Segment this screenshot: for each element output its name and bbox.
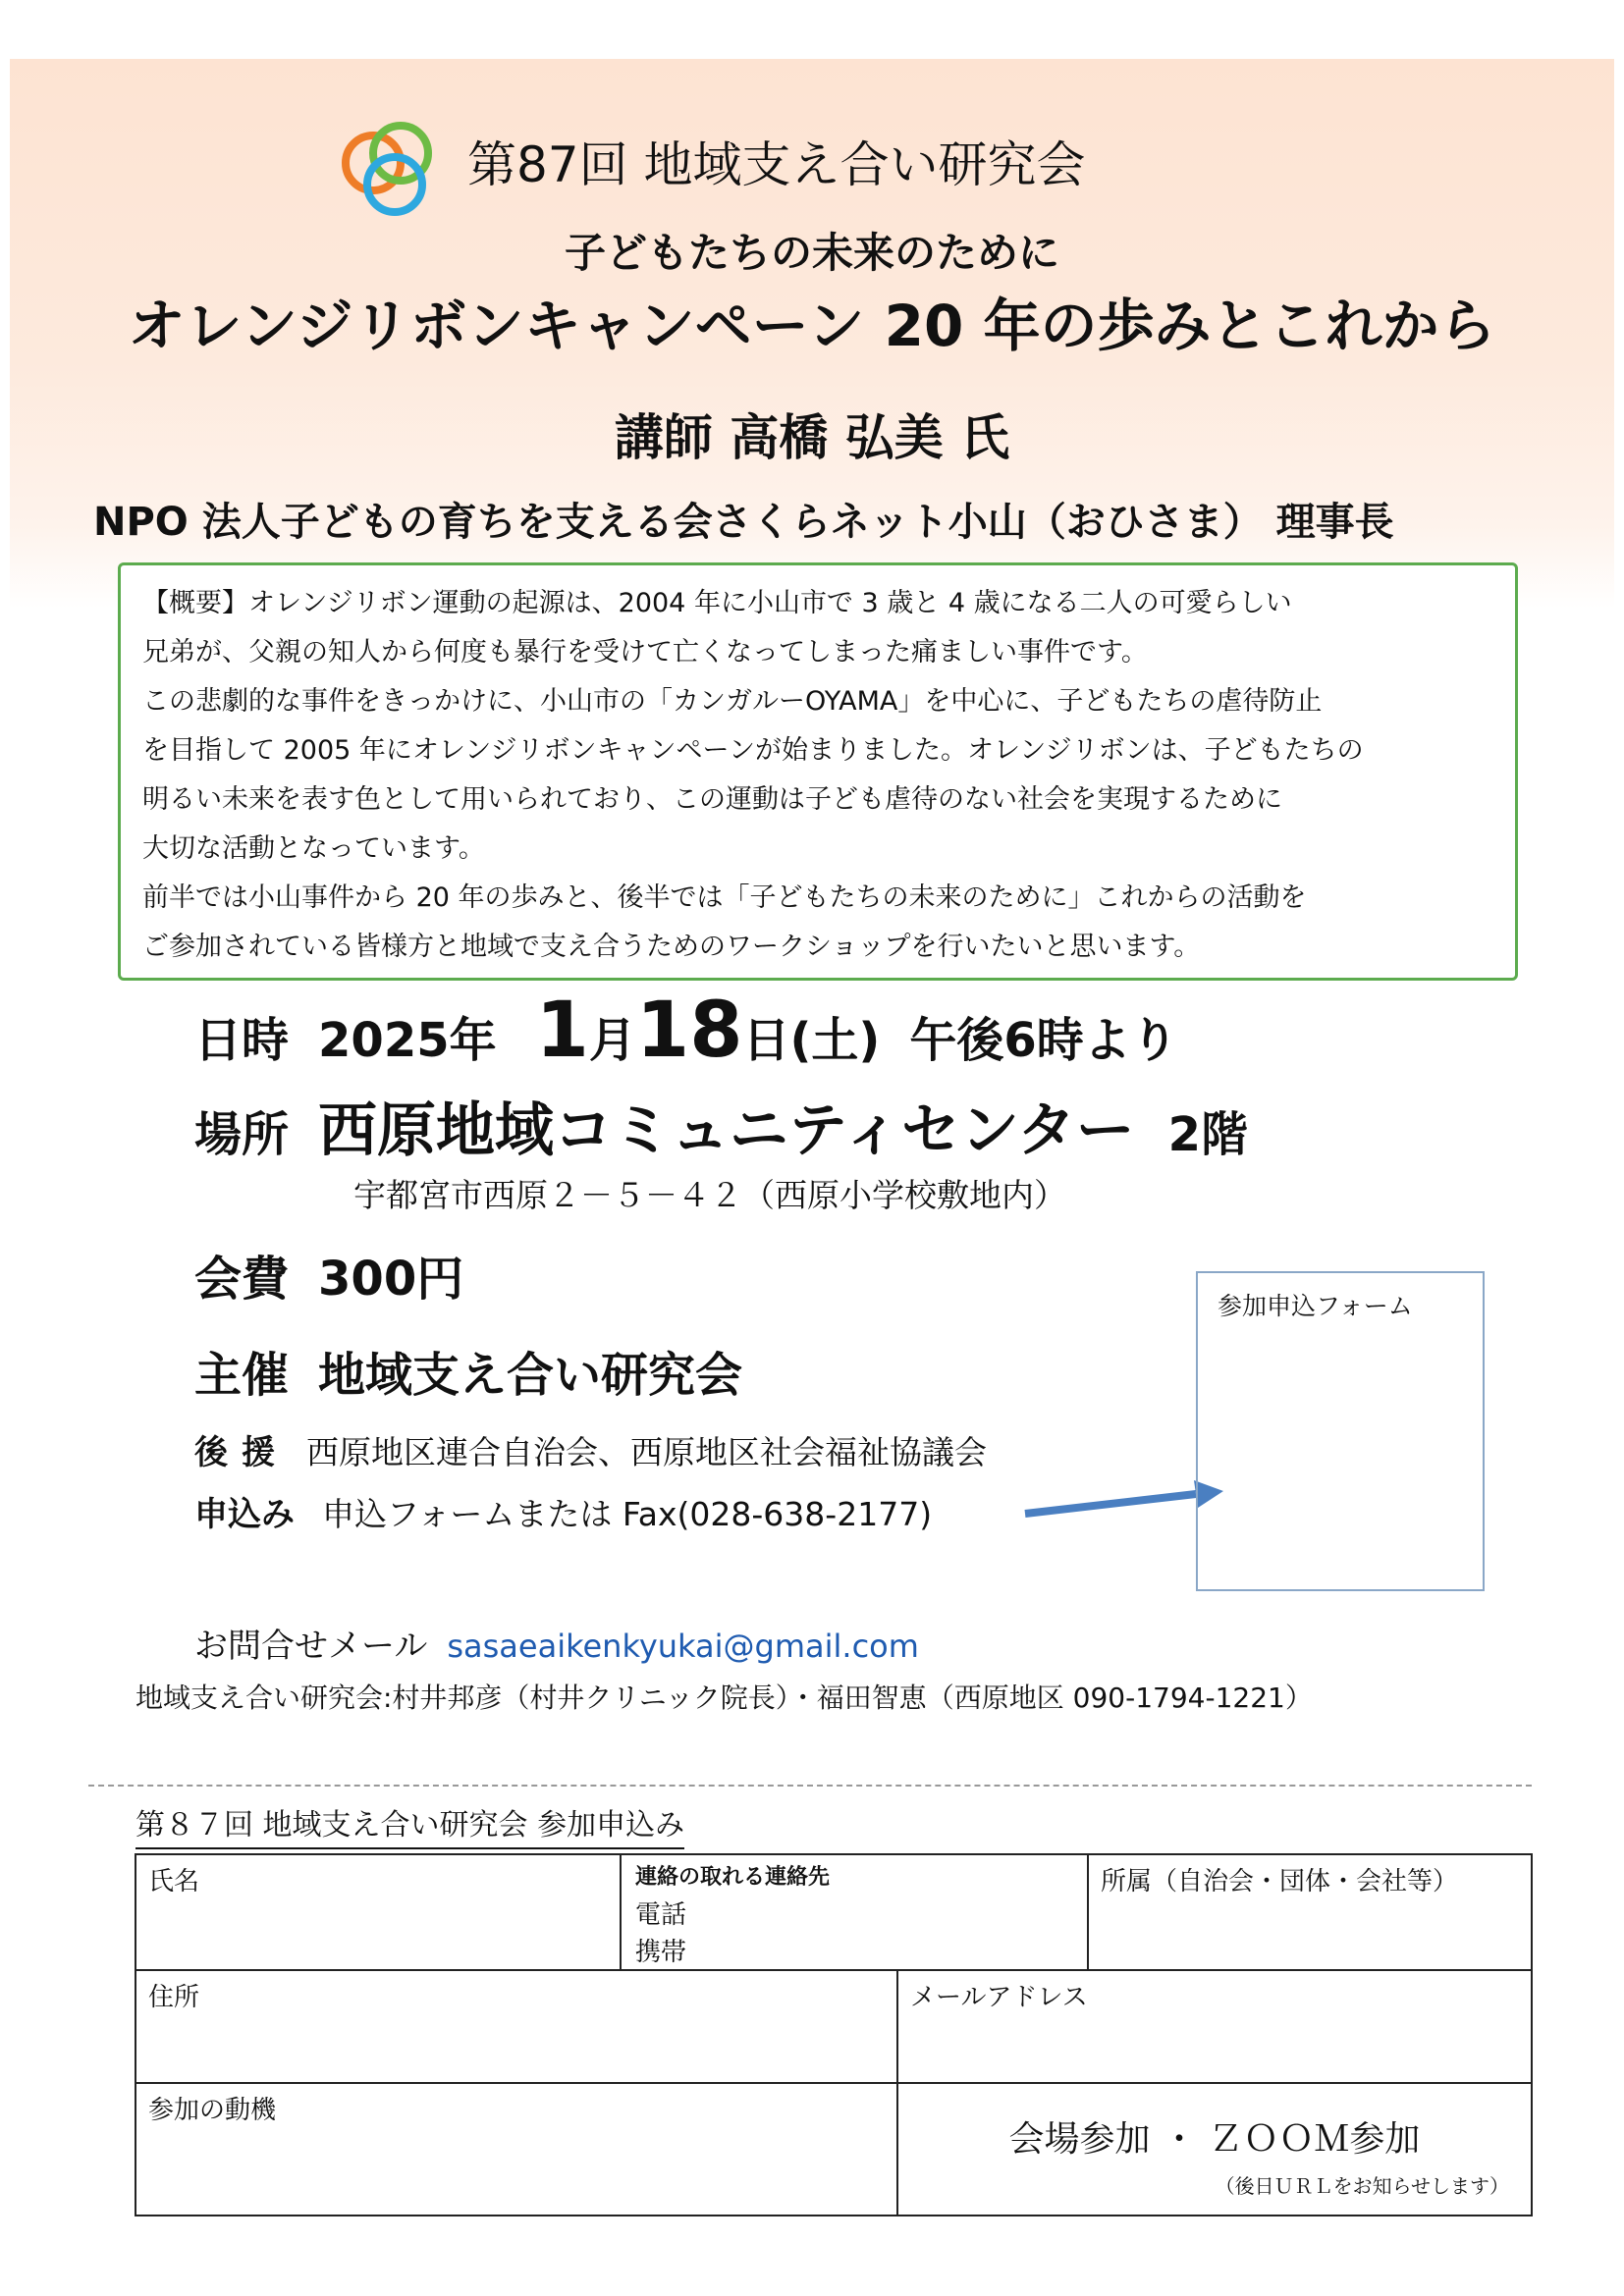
fee-row	[194, 1247, 463, 1322]
overview-line: 【概要】オレンジリボン運動の起源は、2004 年に小山市で 3 歳と 4 歳になる二人の可愛らしい	[142, 588, 1292, 618]
attendance-note: （後日ＵＲＬをお知らせします）	[1215, 2174, 1509, 2198]
place-address: 宇都宮市西原２－５－４２（西原小学校敷地内）	[353, 1176, 1066, 1214]
cut-line-divider	[88, 1785, 1532, 1787]
date-month: 1	[535, 987, 589, 1075]
contact-header: 連絡の取れる連絡先	[635, 1865, 831, 1890]
place-row	[194, 1092, 1248, 1185]
support-label: 後援	[194, 1433, 289, 1472]
application-form-title: 第８７回 地域支え合い研究会 参加申込み	[135, 1804, 684, 1849]
address-cell[interactable]	[135, 1969, 898, 2084]
email-cell[interactable]	[896, 1969, 1533, 2084]
overview-line: を目指して 2005 年にオレンジリボンキャンペーンが始まりました。オレンジリボンは、子どもたちの	[142, 735, 1364, 766]
attendance-cell[interactable]	[896, 2082, 1533, 2216]
address-label: 住所	[148, 1983, 200, 2012]
application-form-box[interactable]	[1196, 1271, 1485, 1591]
host-label: 主催	[194, 1348, 290, 1403]
contact-label: お問合せメール	[194, 1627, 428, 1666]
name-label: 氏名	[148, 1867, 200, 1896]
main-heading: オレンジリボンキャンペーン 20 年の歩みとこれから	[128, 293, 1496, 359]
date-label: 日時	[194, 1013, 290, 1068]
speaker-organization: NPO 法人子どもの育ちを支える会さくらネット小山（おひさま） 理事長	[93, 500, 1394, 545]
contact-row	[194, 1622, 919, 1677]
event-title: 第87回 地域支え合い研究会	[467, 136, 1086, 193]
apply-row	[194, 1490, 932, 1545]
overview-line: 大切な活動となっています。	[142, 833, 485, 864]
support-value: 西原地区連合自治会、西原地区社会福祉協議会	[306, 1433, 987, 1471]
affiliation-label: 所属（自治会・団体・会社等）	[1101, 1867, 1459, 1896]
overview-line: 明るい未来を表す色として用いられており、この運動は子ども虐待のない社会を実現するために	[142, 784, 1282, 815]
support-row	[194, 1428, 987, 1483]
application-table	[135, 1853, 1533, 2216]
contact-email-link[interactable]: sasaeaikenkyukai@gmail.com	[447, 1628, 919, 1665]
email-label: メールアドレス	[910, 1983, 1088, 2012]
fee-label: 会費	[194, 1252, 290, 1307]
contact-persons: 地域支え合い研究会:村井邦彦（村井クリニック院長）・福田智恵（西原地区 090-1794-1221）	[135, 1682, 1313, 1714]
host-row	[194, 1343, 742, 1418]
date-year: 2025年	[318, 1013, 497, 1068]
date-weekday: (土)	[789, 1013, 881, 1068]
contact-cell[interactable]	[620, 1853, 1089, 1971]
place-label: 場所	[194, 1107, 290, 1162]
fee-value: 300円	[318, 1252, 464, 1307]
motive-label: 参加の動機	[148, 2096, 277, 2125]
name-cell[interactable]	[135, 1853, 622, 1971]
overview-line: 兄弟が、父親の知人から何度も暴行を受けて亡くなってしまった痛ましい事件です。	[142, 637, 1148, 667]
rings-logo-icon	[334, 116, 452, 224]
overview-line: ご参加されている皆様方と地域で支え合うためのワークショップを行いたいと思います。	[142, 932, 1201, 962]
overview-line: この悲劇的な事件をきっかけに、小山市の「カンガルーOYAMA」を中心に、子どもたちの虐待防止	[142, 686, 1323, 717]
application-form-label: 参加申込フォーム	[1218, 1292, 1413, 1320]
mobile-label: 携帯	[635, 1938, 687, 1967]
motive-cell[interactable]	[135, 2082, 898, 2216]
subtitle: 子どもたちの未来のために	[564, 229, 1059, 277]
phone-label: 電話	[635, 1900, 687, 1930]
date-day: 18	[635, 987, 743, 1075]
apply-value: 申込フォームまたは Fax(028-638-2177)	[322, 1495, 933, 1533]
attendance-options[interactable]: 会場参加 ・ ＺＯＯＭ参加	[1008, 2119, 1421, 2160]
overview-box	[118, 562, 1518, 981]
speaker: 講師 高橋 弘美 氏	[614, 409, 1010, 466]
host-value: 地域支え合い研究会	[318, 1348, 743, 1403]
date-day-unit: 日	[742, 1013, 790, 1068]
date-time: 午後6時より	[909, 1013, 1178, 1068]
apply-label: 申込み	[194, 1495, 295, 1534]
affiliation-cell[interactable]	[1087, 1853, 1533, 1971]
place-name: 西原地域コミュニティセンター	[318, 1096, 1135, 1165]
date-month-unit: 月	[588, 1013, 636, 1068]
overview-line: 前半では小山事件から 20 年の歩みと、後半では「子どもたちの未来のために」これからの活動を	[142, 882, 1307, 913]
place-floor: 2階	[1167, 1107, 1249, 1162]
date-row	[194, 987, 1178, 1091]
